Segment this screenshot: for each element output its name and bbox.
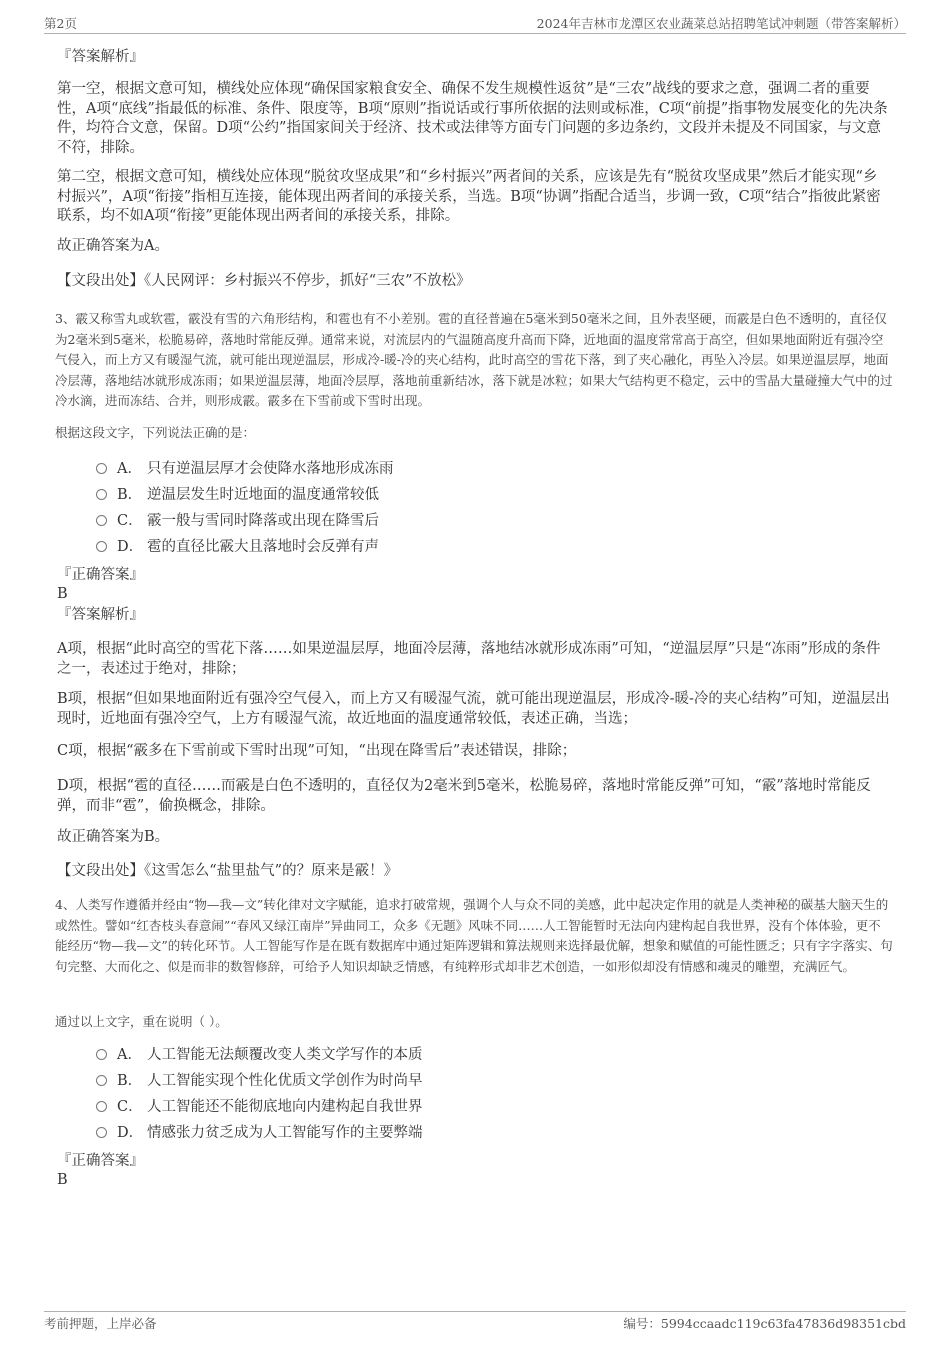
q2-analysis-para-2: 第二空，根据文意可知，横线处应体现“脱贫攻坚成果”和“乡村振兴”两者间的关系，应该是先有“脱贫攻坚成果”然后才能实现“乡村振兴”，A项“衔接”指相互连接，能体现出两者间的承接关系，当选。B项“协调”指配合适当，步调一致，C项“结合”指彼此紧密联系，均不如A项“衔接”更能体现出两者间的承接关系，排除。 [57,169,881,224]
q3-question: 根据这段文字，下列说法正确的是： [55,425,256,440]
header-divider [44,33,906,34]
document-id: 编号：5994ccaadc119c63fa47836d98351cbd [623,1316,906,1331]
radio-icon[interactable] [96,1049,107,1060]
q3-answer: B [57,586,68,602]
footer-divider [44,1311,906,1312]
radio-icon[interactable] [96,463,107,474]
radio-icon[interactable] [96,515,107,526]
q3-stem: 3、霰又称雪丸或软雹，霰没有雪的六角形结构，和雹也有不小差别。雹的直径普遍在5毫米到50毫米之间，且外表坚硬，而霰是白色不透明的，直径仅为2毫米到5毫米，松脆易碎，落地时常能反弹。通常来说，对流层内的气温随高度升高而下降，近地面的温度常常高于高空，但如果地面附近有强冷空气侵入，而上方又有暖湿气流，就可能出现逆温层，形成冷-暖-冷的夹心结构，此时高空的雪花下落，到了夹心融化，再坠入冷层。如果逆温层厚，地面冷层薄，落地结冰就形成冻雨；如果逆温层薄，地面冷层厚，落地前重新结冰，落下就是冰粒；如果大气结构更不稳定，云中的雪晶大量碰撞大气中的过冷水滴，进而冻结、合并，则形成霰。霰多在下雪前或下雪时出现。 [55,311,893,408]
document-title: 2024年吉林市龙潭区农业蔬菜总站招聘笔试冲刺题（带答案解析） [536,16,906,31]
radio-icon[interactable] [96,541,107,552]
q3-conclusion: 故正确答案为B。 [57,829,170,845]
q4-answer-title: 『正确答案』 [57,1153,144,1169]
q2-source: 【文段出处】《人民网评：乡村振兴不停步，抓好“三农”不放松》 [57,273,471,289]
q2-conclusion: 故正确答案为A。 [57,238,169,254]
q3-option-a[interactable]: A． 只有逆温层厚才会使降水落地形成冻雨 [96,456,876,482]
q3-option-c[interactable]: C． 霰一般与雪同时降落或出现在降雪后 [96,508,876,534]
q3-analysis-title: 『答案解析』 [57,607,144,623]
q4-stem: 4、人类写作遵循并经由“物—我—文”转化律对文字赋能，追求打破常规，强调个人与众不同的美感，此中起决定作用的就是人类神秘的碳基大脑天生的或然性。譬如“红杏枝头春意闹”“春风又绿江南岸”异曲同工，众多《无题》风味不同……人工智能暂时无法向内建构起自我世界，没有个体体验，更不能经历“物—我—文”的转化环节。人工智能写作是在既有数据库中通过矩阵逻辑和算法规则来选择最优解，想象和赋值的可能性匮乏；只有字字落实、句句完整、大而化之、似是而非的数智修辞，可给予人知识却缺乏情感，有纯粹形式却非艺术创造，一如形似却没有情感和魂灵的雕塑，充满匠气。 [55,897,893,974]
q3-option-d[interactable]: D． 雹的直径比霰大且落地时会反弹有声 [96,534,876,560]
q4-option-a[interactable]: A． 人工智能无法颠覆改变人类文学写作的本质 [96,1042,876,1068]
q4-option-b[interactable]: B． 人工智能实现个性化优质文学创作为时尚早 [96,1068,876,1094]
q4-answer: B [57,1172,68,1188]
page-footer [44,1314,906,1334]
q2-analysis-title: 『答案解析』 [57,49,144,65]
q3-options [96,456,876,560]
q4-option-d[interactable]: D． 情感张力贫乏成为人工智能写作的主要弊端 [96,1120,876,1146]
q3-analysis-c: C项，根据“霰多在下雪前或下雪时出现”可知，“出现在降雪后”表述错误，排除； [57,743,577,759]
page-header [44,14,906,34]
q3-analysis-d: D项，根据“雹的直径……而霰是白色不透明的，直径仅为2毫米到5毫米，松脆易碎，落地时常能反弹”可知，“霰”落地时常能反弹，而非“雹”，偷换概念，排除。 [57,778,871,814]
q2-analysis-para-1: 第一空，根据文意可知，横线处应体现“确保国家粮食安全、确保不发生规模性返贫”是“三农”战线的要求之意，强调二者的重要性，A项“底线”指最低的标准、条件、限度等，B项“原则”指说话或行事所依据的法则或标准，C项“前提”指事物发展变化的先决条件，均符合文意，保留。D项“公约”指国家间关于经济、技术或法律等方面专门问题的多边条约，文段并未提及不同国家，与文意不符，排除。 [57,81,888,156]
radio-icon[interactable] [96,1075,107,1086]
q3-source: 【文段出处】《这雪怎么“盐里盐气”的？原来是霰！》 [57,863,399,879]
q4-option-c[interactable]: C． 人工智能还不能彻底地向内建构起自我世界 [96,1094,876,1120]
q3-analysis-a: A项，根据“此时高空的雪花下落……如果逆温层厚，地面冷层薄，落地结冰就形成冻雨”可知，“逆温层厚”只是“冻雨”形成的条件之一，表述过于绝对，排除； [57,641,881,677]
radio-icon[interactable] [96,1101,107,1112]
q3-answer-title: 『正确答案』 [57,567,144,583]
radio-icon[interactable] [96,1127,107,1138]
footer-slogan: 考前押题，上岸必备 [44,1316,157,1331]
q4-question: 通过以上文字，重在说明（ ）。 [55,1014,228,1029]
q3-option-b[interactable]: B． 逆温层发生时近地面的温度通常较低 [96,482,876,508]
q3-analysis-b: B项，根据“但如果地面附近有强冷空气侵入，而上方又有暖湿气流，就可能出现逆温层，形成冷-暖-冷的夹心结构”可知，逆温层出现时，近地面有强冷空气，上方有暖湿气流，故近地面的温度通常较低，表述正确，当选； [57,691,890,727]
page-number: 第2页 [44,16,77,31]
radio-icon[interactable] [96,489,107,500]
q4-options [96,1042,876,1146]
